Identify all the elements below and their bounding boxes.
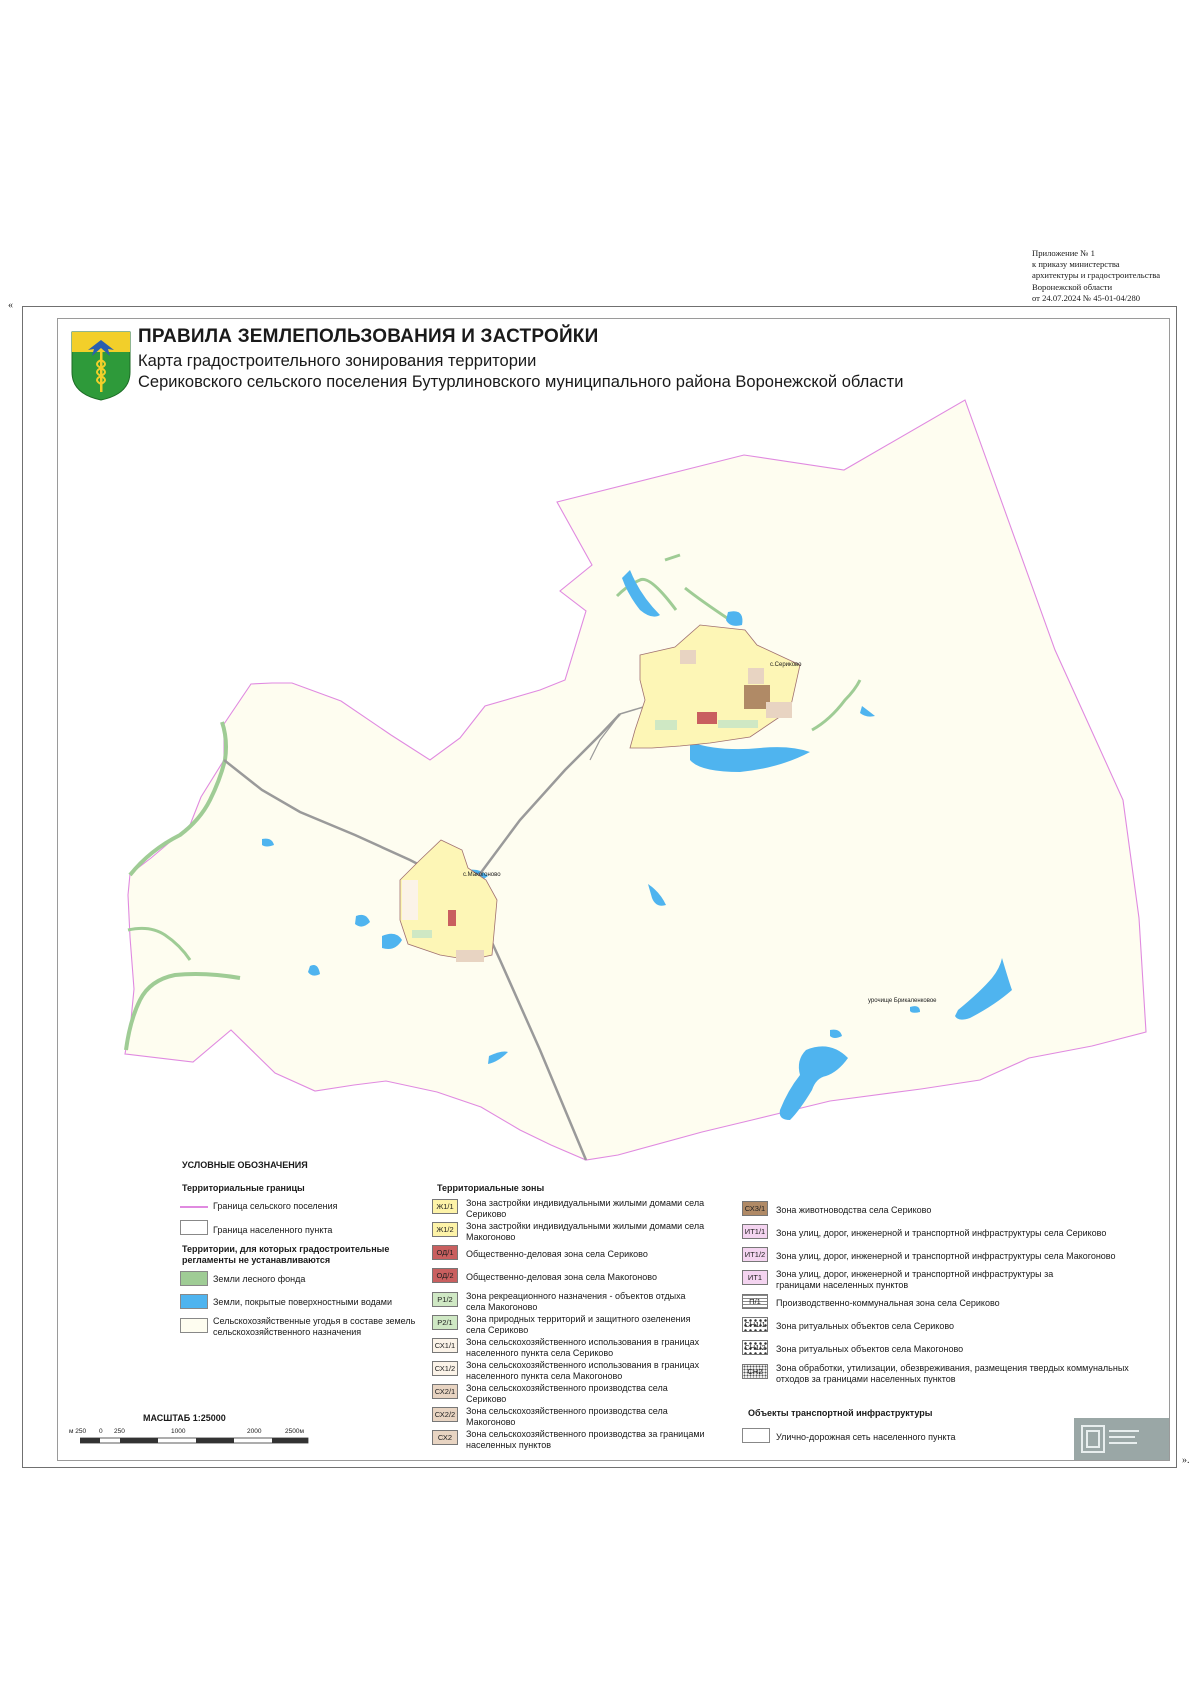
zone-agri	[748, 668, 764, 684]
zone-label: Зона застройки индивидуальными жилыми домами села Макогоново	[466, 1221, 705, 1242]
scale-label: МАСШТАБ 1:25000	[143, 1413, 226, 1423]
zone-label: Зона сельскохозяйственного производства села Макогоново	[466, 1406, 668, 1427]
zone-agri	[766, 702, 792, 718]
legend-road: Улично-дорожная сеть населенного пункта	[776, 1432, 956, 1442]
zone-label: Зона сельскохозяйственного использования в границах населенного пункта села Макогоново	[466, 1360, 700, 1381]
appendix-line: архитектуры и градостроительства	[1032, 270, 1161, 281]
legend-boundaries-heading: Территориальные границы	[182, 1183, 305, 1193]
legend-no-regulations-heading: Территории, для которых градостроительные регламенты не устанавливаются	[182, 1244, 390, 1265]
close-quote: ».	[1182, 1455, 1190, 1466]
forest-swatch	[180, 1271, 208, 1286]
zone-label: Зона ритуальных объектов села Сериково	[776, 1321, 955, 1331]
zone-label: Зона животноводства села Сериково	[776, 1205, 932, 1215]
appendix-line: Воронежской области	[1032, 281, 1113, 292]
zone-swatch: СХ2	[432, 1430, 458, 1445]
zone-green	[412, 930, 432, 938]
zone-agri	[402, 880, 418, 920]
zone-swatch: СН2	[742, 1364, 768, 1379]
legend-locality-boundary: Граница населенного пункта	[213, 1225, 333, 1235]
legend-water: Земли, покрытые поверхностными водами	[213, 1297, 392, 1307]
zone-label: Зона ритуальных объектов села Макогоново	[776, 1344, 964, 1354]
zone-agri	[680, 650, 696, 664]
zone-label: Зона сельскохозяйственного производства за границами населенных пунктов	[466, 1429, 705, 1450]
zone-label: Зона улиц, дорог, инженерной и транспортной инфраструктуры села Макогоново	[776, 1251, 1116, 1261]
place-label-serikovo: с.Сериково	[770, 662, 802, 668]
appendix-line: от 24.07.2024 № 45-01-04/280	[1032, 292, 1141, 303]
zone-swatch: ОД/1	[432, 1245, 458, 1260]
zone-swatch: СН1/1	[742, 1317, 768, 1332]
zone-swatch: Р2/1	[432, 1315, 458, 1330]
zone-label: Производственно-коммунальная зона села Сериково	[776, 1298, 1000, 1308]
legend-agri-land: Сельскохозяйственные угодья в составе земель сельскохозяйственного назначения	[213, 1316, 416, 1337]
scale-tick: 2500м	[285, 1428, 304, 1435]
locality-boundary-swatch	[180, 1220, 208, 1235]
zone-label: Зона застройки индивидуальными жилыми домами села Сериково	[466, 1198, 705, 1219]
settlement-boundary-swatch	[180, 1206, 208, 1208]
scale-bar	[80, 1437, 310, 1445]
open-quote: «	[8, 300, 13, 311]
zone-swatch: ОД/2	[432, 1268, 458, 1283]
legend-settlement-boundary: Граница сельского поселения	[213, 1201, 338, 1211]
zone-swatch: СХ2/2	[432, 1407, 458, 1422]
zone-green	[718, 720, 758, 728]
scale-tick: 2000	[247, 1428, 262, 1435]
agri-land-swatch	[180, 1318, 208, 1333]
zone-label: Общественно-деловая зона села Макогоново	[466, 1272, 657, 1282]
zone-swatch: ИТ1/2	[742, 1247, 768, 1262]
zone-swatch: Ж1/1	[432, 1199, 458, 1214]
zone-label: Зона улиц, дорог, инженерной и транспортной инфраструктуры за границами населенных пунктов	[776, 1269, 1054, 1290]
page-title: ПРАВИЛА ЗЕМЛЕПОЛЬЗОВАНИЯ И ЗАСТРОЙКИ	[138, 326, 599, 347]
zone-label: Зона сельскохозяйственного производства села Сериково	[466, 1383, 668, 1404]
zone-public	[697, 712, 717, 724]
scale-tick: 1000	[171, 1428, 186, 1435]
zone-label: Зона природных территорий и защитного озеленения села Сериково	[466, 1314, 691, 1335]
legend-heading: УСЛОВНЫЕ ОБОЗНАЧЕНИЯ	[182, 1160, 308, 1170]
zone-swatch: СХ2/1	[432, 1384, 458, 1399]
zone-label: Зона рекреационного назначения - объектов отдыха села Макогоново	[466, 1291, 686, 1312]
place-label-urochishe: урочище Брикаленковое	[868, 998, 937, 1004]
legend-transport-heading: Объекты транспортной инфраструктуры	[748, 1408, 933, 1418]
organization-logo	[1074, 1418, 1169, 1460]
zone-swatch: СХ1/2	[432, 1361, 458, 1376]
legend-zones-heading: Территориальные зоны	[437, 1183, 545, 1193]
road-swatch	[742, 1428, 770, 1443]
zone-swatch: Р1/2	[432, 1292, 458, 1307]
legend-forest: Земли лесного фонда	[213, 1274, 306, 1284]
zone-label: Общественно-деловая зона села Сериково	[466, 1249, 648, 1259]
zone-swatch: СН1/2	[742, 1340, 768, 1355]
zone-label: Зона обработки, утилизации, обезвреживания, размещения твердых коммунальных отходов за границами населенных пунктов	[776, 1363, 1129, 1384]
zone-swatch: ИТ1	[742, 1270, 768, 1285]
scale-tick: м 250	[69, 1428, 87, 1435]
page-subtitle-1: Карта градостроительного зонирования территории	[138, 352, 537, 370]
zone-swatch: СХ3/1	[742, 1201, 768, 1216]
appendix-line: к приказу министерства	[1032, 259, 1120, 270]
zone-swatch: Ж1/2	[432, 1222, 458, 1237]
place-label-makogonovo: с.Макогоново	[463, 872, 501, 878]
zone-agri	[456, 950, 484, 962]
water-swatch	[180, 1294, 208, 1309]
zone-public	[448, 910, 456, 926]
zone-green	[655, 720, 677, 730]
appendix-line: Приложение № 1	[1032, 248, 1095, 258]
zone-swatch: П/1	[742, 1294, 768, 1309]
zone-label: Зона улиц, дорог, инженерной и транспортной инфраструктуры села Сериково	[776, 1228, 1107, 1238]
scale-tick: 250	[114, 1428, 125, 1435]
zone-swatch: СХ1/1	[432, 1338, 458, 1353]
zone-label: Зона сельскохозяйственного использования в границах населенного пункта села Сериково	[466, 1337, 700, 1358]
zone-swatch: ИТ1/1	[742, 1224, 768, 1239]
settlement-territory	[125, 400, 1146, 1160]
scale-tick: 0	[99, 1428, 103, 1435]
page-subtitle-2: Сериковского сельского поселения Бутурлиновского муниципального района Воронежской области	[138, 373, 904, 391]
